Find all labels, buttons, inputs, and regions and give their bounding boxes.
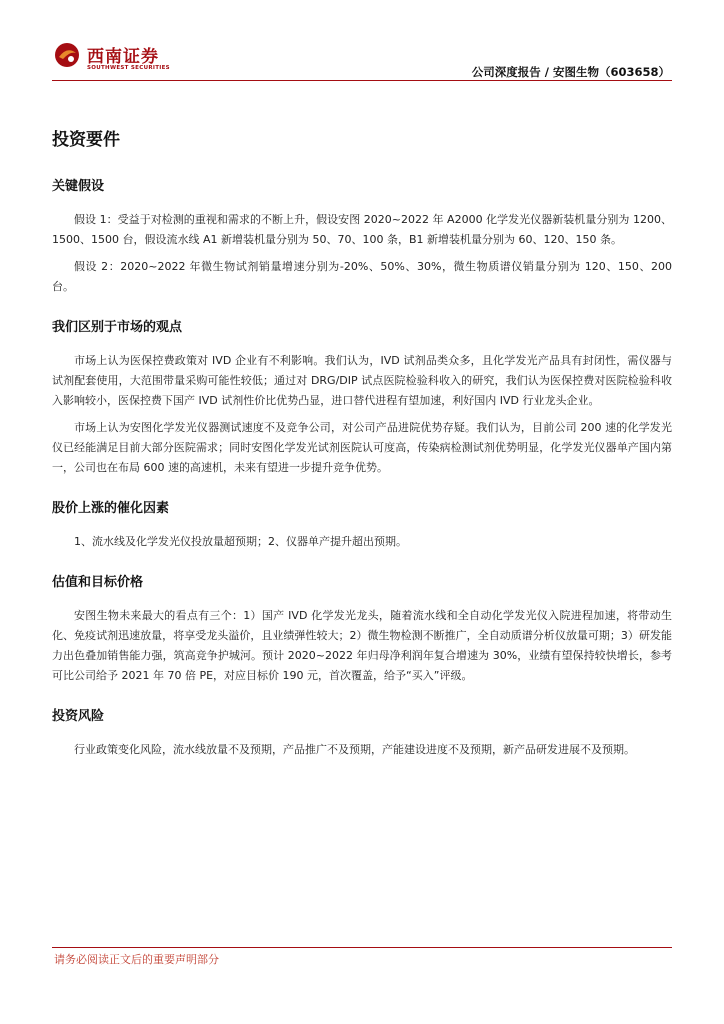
section-risks (52, 708, 672, 760)
paragraph: 安图生物未来最大的看点有三个：1）国产 IVD 化学发光龙头，随着流水线和全自动化学发光仪入院进程加速，将带动生化、免疫试剂迅速放量，将享受龙头溢价，且业绩弹性较大；2）微生物检测不断推广，全自动质谱分析仪放量可期；3）研发能力出色叠加销售能力强，筑高竞争护城河。预计 2020~2022 年归母净利润年复合增速为 30%，业绩有望保持较快增长，参考可比公司给予 2021 年 70 倍 PE，对应目标价 190 元，首次覆盖，给予“买入”评级。 (52, 609, 672, 682)
paragraph: 假设 2：2020~2022 年微生物试剂销量增速分别为-20%、50%、30%，微生物质谱仪销量分别为 120、150、200 台。 (52, 260, 672, 293)
section-key-assumptions (52, 178, 672, 297)
footer-divider (52, 947, 672, 948)
logo-text-en: SOUTHWEST SECURITIES (87, 65, 170, 71)
section-catalysts (52, 500, 672, 552)
section-title: 投资风险 (52, 709, 105, 724)
section-title: 关键假设 (52, 179, 105, 194)
paragraph: 1、流水线及化学发光仪投放量超预期；2、仪器单产提升超出预期。 (74, 535, 407, 548)
footer-disclaimer: 请务必阅读正文后的重要声明部分 (54, 953, 219, 966)
section-valuation (52, 574, 672, 686)
paragraph: 假设 1：受益于对检测的重视和需求的不断上升，假设安图 2020~2022 年 A2000 化学发光仪器新装机量分别为 1200、1500、1500 台，假设流水线 A1 新增装机量分别为 50、70、100 条，B1 新增装机量分别为 60、120、150 条。 (52, 213, 672, 246)
company-logo (54, 42, 204, 76)
main-content (52, 120, 672, 782)
paragraph: 行业政策变化风险，流水线放量不及预期，产品推广不及预期，产能建设进度不及预期，新产品研发进展不及预期。 (74, 743, 635, 756)
page-title: 投资要件 (52, 130, 120, 150)
section-title: 估值和目标价格 (52, 575, 144, 590)
page-header (0, 0, 724, 80)
paragraph: 市场上认为安图化学发光仪器测试速度不及竞争公司，对公司产品进院优势存疑。我们认为，目前公司 200 速的化学发光仪已经能满足目前大部分医院需求；同时安图化学发光试剂医院认可度高，传染病检测试剂优势明显，化学发光仪器单产国内第一，公司也在布局 600 速的高速机，未来有望进一步提升竞争优势。 (52, 421, 672, 474)
logo-mark-icon (54, 42, 80, 68)
section-title: 股价上涨的催化因素 (52, 501, 170, 516)
section-title: 我们区别于市场的观点 (52, 320, 183, 335)
header-divider (52, 80, 672, 81)
logo-text-cn: 西南证券 (87, 47, 159, 67)
report-title: 公司深度报告 / 安图生物（603658） (471, 65, 670, 79)
section-differing-views (52, 319, 672, 478)
paragraph: 市场上认为医保控费政策对 IVD 企业有不利影响。我们认为，IVD 试剂品类众多，且化学发光产品具有封闭性，需仪器与试剂配套使用，大范围带量采购可能性较低；通过对 DRG/DIP 试点医院检验科收入的研究，我们认为医保控费对医院检验科收入影响较小，医保控费下国产 IVD 试剂性价比优势凸显，进口替代进程有望加速，利好国内 IVD 行业龙头企业。 (52, 354, 672, 407)
